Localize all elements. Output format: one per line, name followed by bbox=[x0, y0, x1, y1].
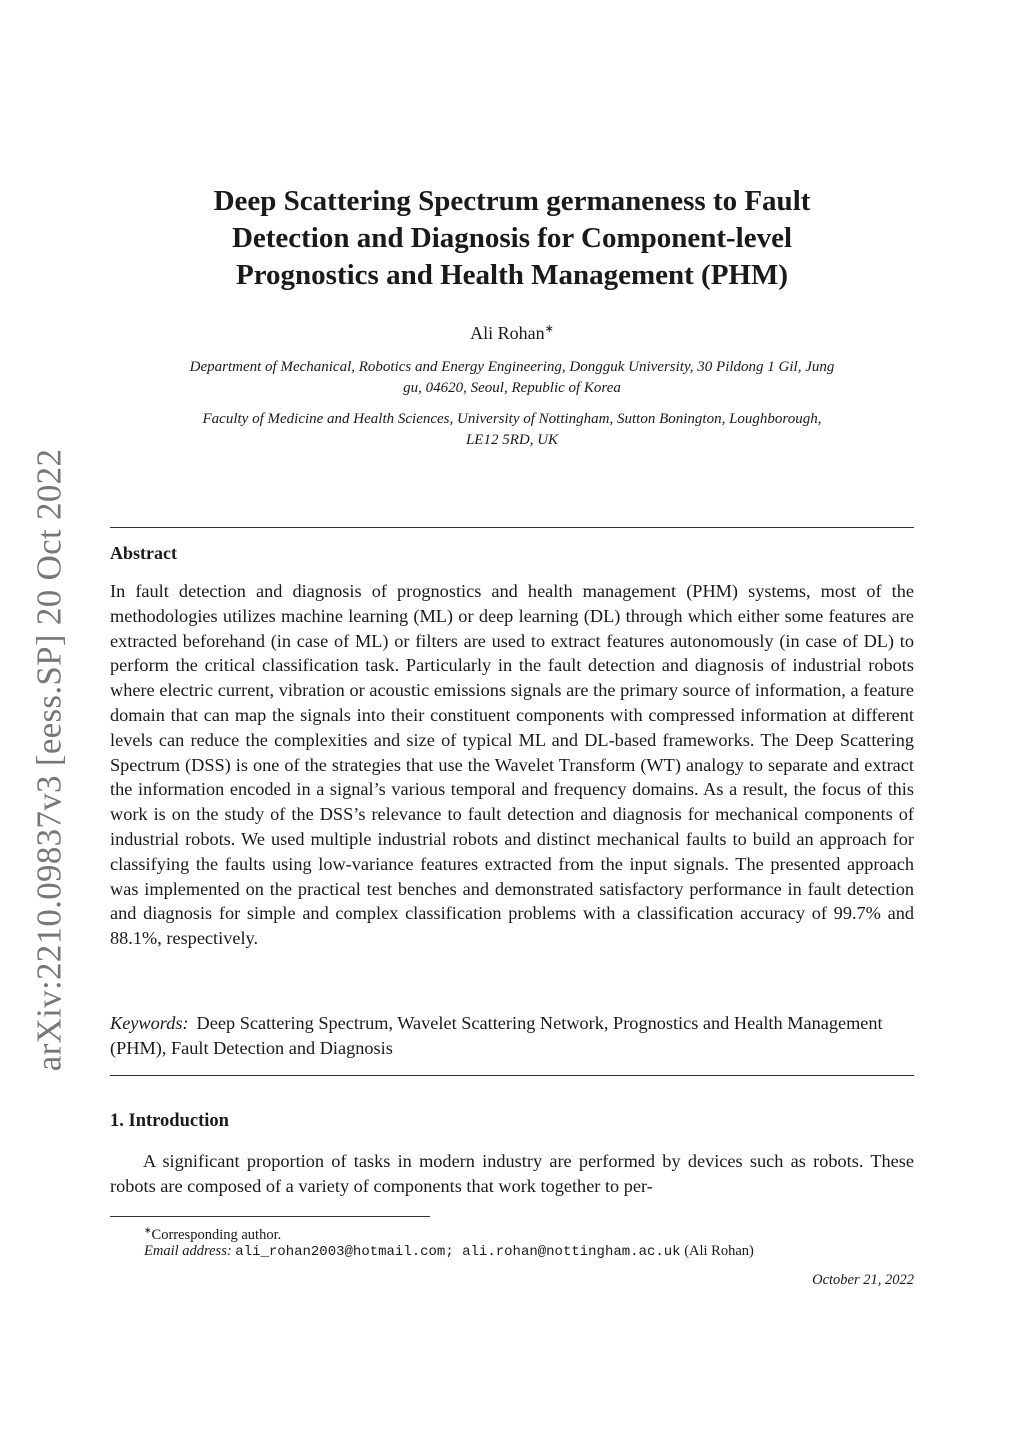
arxiv-identifier-stamp bbox=[24, 440, 74, 1080]
title-line-2: Detection and Diagnosis for Component-level bbox=[231, 222, 793, 254]
keywords-text: Deep Scattering Spectrum, Wavelet Scattering Network, Prognostics and Health Management (PHM), Fault Detection and Diagnosis bbox=[110, 1013, 883, 1058]
email-owner: (Ali Rohan) bbox=[684, 1243, 754, 1259]
title-line-1: Deep Scattering Spectrum germaneness to Fault bbox=[213, 185, 811, 217]
author-line bbox=[110, 322, 914, 344]
abstract-bottom-rule bbox=[110, 1075, 914, 1076]
footnote-mark: ∗ bbox=[144, 1225, 152, 1235]
email-addresses[interactable]: ali_rohan2003@hotmail.com; ali.rohan@nottingham.ac.uk bbox=[235, 1244, 681, 1260]
title-line-3: Prognostics and Health Management (PHM) bbox=[235, 259, 789, 291]
affiliation-2 bbox=[110, 409, 914, 451]
affiliation-2-line-1: Faculty of Medicine and Health Sciences, University of Nottingham, Sutton Bonington, Loughborough, bbox=[202, 411, 822, 427]
section-heading-introduction: 1. Introduction bbox=[110, 1111, 229, 1131]
author-footnote-mark: ∗ bbox=[544, 323, 554, 335]
abstract-text: In fault detection and diagnosis of prognostics and health management (PHM) systems, most of the methodologies utilizes machine learning (ML) or deep learning (DL) through which either some features are extracted beforehand (in case of ML) or filters are used to extract features autonomously (in case of DL) to perform the critical classification task. Particularly in the fault detection and diagnosis of industrial robots where electric current, vibration or acoustic emissions signals are the primary source of information, a feature domain that can map the signals into their constituent components with compressed information at different levels can reduce the complexities and size of typical ML and DL-based frameworks. The Deep Scattering Spectrum (DSS) is one of the strategies that use the Wavelet Transform (WT) analogy to separate and extract the information encoded in a signal’s various temporal and frequency domains. As a result, the focus of this work is on the study of the DSS’s relevance to fault detection and diagnosis for mechanical components of industrial robots. We used multiple industrial robots and distinct mechanical faults to build an approach for classifying the faults using low-variance features extracted from the input signals. The presented approach was implemented on the practical test benches and demonstrated satisfactory performance in fault detection and diagnosis for simple and complex classification problems with a classification accuracy of 99.7% and 88.1%, respectively. bbox=[110, 581, 914, 949]
author-name: Ali Rohan bbox=[470, 323, 545, 343]
footnote-corresponding-text: Corresponding author. bbox=[151, 1226, 282, 1243]
affiliation-1-line-1: Department of Mechanical, Robotics and Energy Engineering, Dongguk University, 30 Pildong 1 Gil, Jung bbox=[189, 359, 835, 375]
email-label: Email address: bbox=[144, 1243, 232, 1259]
arxiv-id-text: arXiv:2210.09837v3 [eess.SP] 20 Oct 2022 bbox=[29, 448, 68, 1072]
footnote-rule bbox=[110, 1216, 430, 1217]
keywords bbox=[110, 1011, 914, 1061]
affiliation-1 bbox=[110, 357, 914, 399]
introduction-paragraph: A significant proportion of tasks in modern industry are performed by devices such as robots. These robots are composed of a variety of components that work together to per- bbox=[110, 1151, 914, 1196]
preprint-date: October 21, 2022 bbox=[812, 1272, 914, 1288]
keywords-label: Keywords: bbox=[110, 1013, 189, 1033]
footnote-email bbox=[144, 1241, 754, 1262]
abstract-heading: Abstract bbox=[110, 543, 177, 563]
abstract-top-rule bbox=[110, 527, 914, 528]
affiliation-1-line-2: gu, 04620, Seoul, Republic of Korea bbox=[403, 380, 621, 396]
affiliation-2-line-2: LE12 5RD, UK bbox=[465, 432, 559, 448]
paper-title bbox=[110, 183, 914, 294]
